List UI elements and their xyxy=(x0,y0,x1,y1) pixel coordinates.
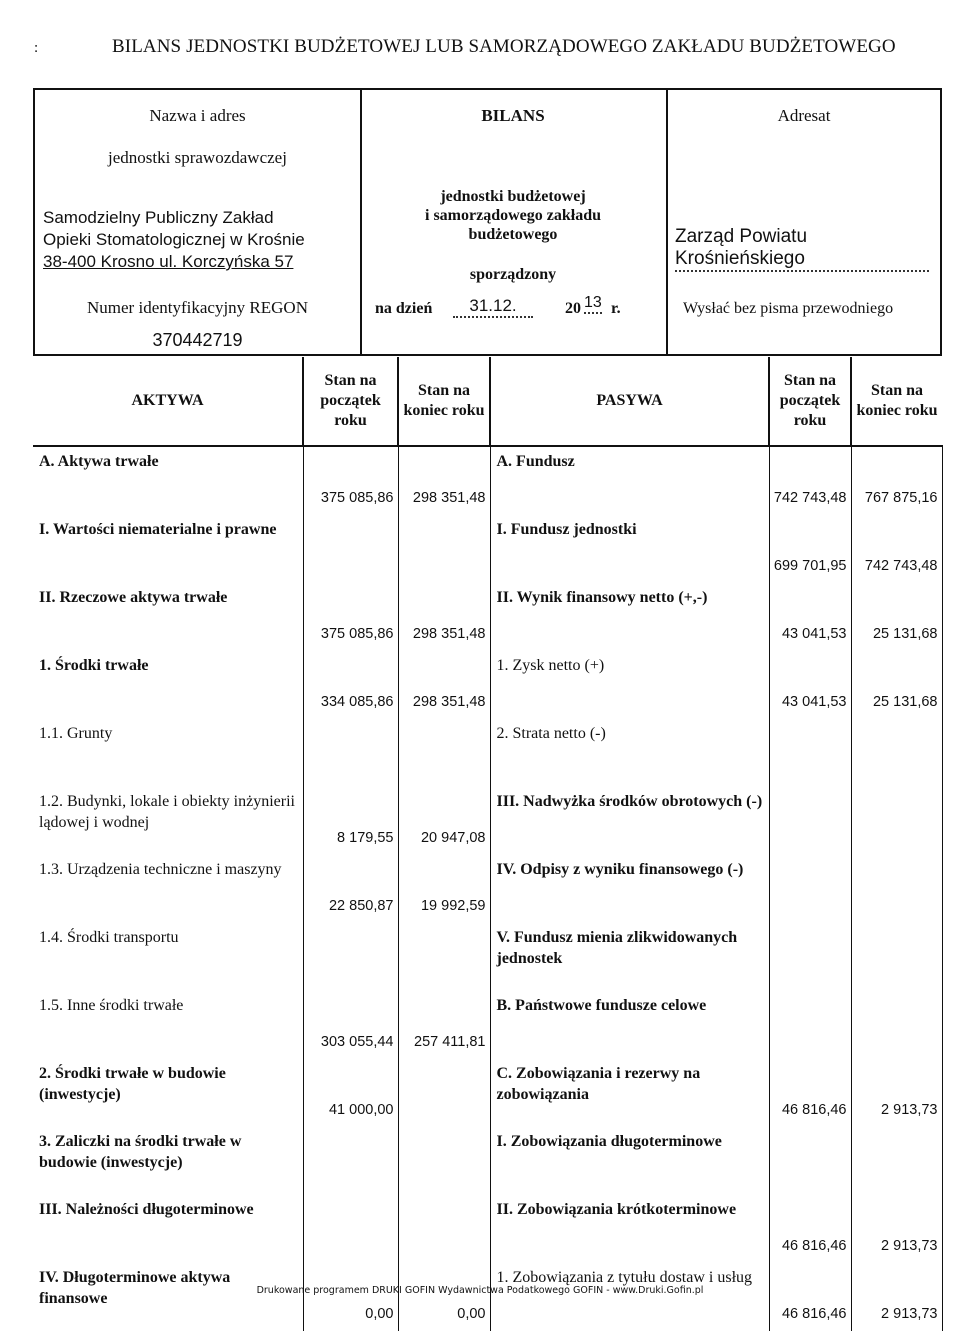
liability-end-value: 2 913,73 xyxy=(851,1263,942,1331)
table-row xyxy=(33,515,942,583)
liability-label: II. Zobowiązania krótkoterminowe xyxy=(496,1201,737,1218)
liability-label: A. Fundusz xyxy=(496,453,575,470)
table-row xyxy=(33,446,942,515)
name-address-label: Nazwa i adres xyxy=(149,106,246,125)
table-row xyxy=(33,855,942,923)
header-box xyxy=(33,88,942,356)
asset-label: II. Rzeczowe aktywa trwałe xyxy=(39,589,228,606)
liability-end-value xyxy=(851,1127,942,1195)
liability-label: IV. Odpisy z wyniku finansowego (-) xyxy=(496,861,744,878)
asset-start-value: 22 850,87 xyxy=(303,855,398,923)
table-row xyxy=(33,787,942,855)
liability-label: C. Zobowiązania i rezerwy na zobowiązania xyxy=(496,1065,701,1103)
asset-end-value: 19 992,59 xyxy=(398,855,490,923)
liability-label: 1. Zobowiązania z tytułu dostaw i usług xyxy=(496,1269,753,1286)
asset-start-value: 375 085,86 xyxy=(303,446,398,515)
table-row xyxy=(33,651,942,719)
liability-start-value xyxy=(769,1127,851,1195)
unit-type-line2: i samorządowego zakładu xyxy=(425,207,601,224)
liability-start-value xyxy=(769,991,851,1059)
liability-start-value: 46 816,46 xyxy=(769,1263,851,1331)
asset-label: 2. Środki trwałe w budowie (inwestycje) xyxy=(39,1065,226,1103)
regon-label: Numer identyfikacyjny REGON xyxy=(87,298,308,317)
table-row xyxy=(33,1195,942,1263)
bullet-mark: : xyxy=(34,40,39,56)
liability-end-value xyxy=(851,787,942,855)
liability-start-value xyxy=(769,787,851,855)
asset-start-value: 303 055,44 xyxy=(303,991,398,1059)
col-liabilities: PASYWA xyxy=(490,357,769,446)
asset-start-value xyxy=(303,923,398,991)
liability-start-value: 699 701,95 xyxy=(769,515,851,583)
liability-end-value xyxy=(851,855,942,923)
header-divider-right xyxy=(666,90,668,354)
asset-start-value xyxy=(303,515,398,583)
asset-label: 1.1. Grunty xyxy=(39,725,113,742)
date-value: 31.12. xyxy=(453,296,533,318)
balance-table xyxy=(33,357,943,1331)
asset-end-value xyxy=(398,923,490,991)
liability-end-value xyxy=(851,923,942,991)
prepared-label: sporządzony xyxy=(469,266,557,283)
asset-start-value: 8 179,55 xyxy=(303,787,398,855)
asset-start-value: 41 000,00 xyxy=(303,1059,398,1127)
date-prefix: na dzień xyxy=(375,300,433,317)
unit-name-line2: Opieki Stomatologicznej w Krośnie xyxy=(43,230,305,249)
asset-end-value: 257 411,81 xyxy=(398,991,490,1059)
liability-label: V. Fundusz mienia zlikwidowanych jednostek xyxy=(496,929,738,967)
reporting-unit-label: jednostki sprawozdawczej xyxy=(108,148,287,167)
liability-start-value xyxy=(769,719,851,787)
liability-start-value: 43 041,53 xyxy=(769,583,851,651)
asset-end-value: 298 351,48 xyxy=(398,651,490,719)
asset-end-value: 0,00 xyxy=(398,1263,490,1331)
asset-end-value: 20 947,08 xyxy=(398,787,490,855)
asset-start-value xyxy=(303,1195,398,1263)
asset-start-value: 375 085,86 xyxy=(303,583,398,651)
liability-end-value xyxy=(851,719,942,787)
year-suffix: r. xyxy=(611,300,621,317)
table-row xyxy=(33,719,942,787)
unit-type-line1: jednostki budżetowej xyxy=(440,188,586,205)
table-row xyxy=(33,1263,942,1331)
liability-end-value: 767 875,16 xyxy=(851,446,942,515)
document-title: BILANS JEDNOSTKI BUDŻETOWEJ LUB SAMORZĄDOWEGO ZAKŁADU BUDŻETOWEGO xyxy=(112,36,896,57)
col-assets-end: Stan na koniec roku xyxy=(398,357,490,446)
bilans-heading: BILANS xyxy=(481,106,545,125)
asset-label: A. Aktywa trwałe xyxy=(39,453,159,470)
liability-label: 2. Strata netto (-) xyxy=(496,725,606,742)
asset-end-value xyxy=(398,1127,490,1195)
liability-start-value xyxy=(769,923,851,991)
liability-start-value: 742 743,48 xyxy=(769,446,851,515)
asset-label: 1. Środki trwałe xyxy=(39,657,149,674)
liability-end-value: 25 131,68 xyxy=(851,651,942,719)
asset-end-value xyxy=(398,719,490,787)
col-liabilities-start: Stan na początek roku xyxy=(769,357,851,446)
liability-start-value: 46 816,46 xyxy=(769,1195,851,1263)
addressee-heading: Adresat xyxy=(777,106,831,125)
asset-label: 1.2. Budynki, lokale i obiekty inżynierii lądowej i wodnej xyxy=(39,793,295,831)
asset-label: 3. Zaliczki na środki trwałe w budowie (inwestycje) xyxy=(39,1133,242,1171)
asset-end-value xyxy=(398,1059,490,1127)
liability-label: B. Państwowe fundusze celowe xyxy=(496,997,707,1014)
asset-start-value xyxy=(303,719,398,787)
asset-label: I. Wartości niematerialne i prawne xyxy=(39,521,277,538)
addressee-line1: Zarząd Powiatu xyxy=(675,226,808,247)
year-prefix: 20 xyxy=(565,300,581,317)
table-row xyxy=(33,583,942,651)
liability-label: I. Zobowiązania długoterminowe xyxy=(496,1133,722,1150)
liability-end-value: 2 913,73 xyxy=(851,1195,942,1263)
table-row xyxy=(33,991,942,1059)
liability-start-value: 46 816,46 xyxy=(769,1059,851,1127)
table-row xyxy=(33,1059,942,1127)
liability-label: II. Wynik finansowy netto (+,-) xyxy=(496,589,708,606)
table-row xyxy=(33,1127,942,1195)
asset-label: 1.5. Inne środki trwałe xyxy=(39,997,184,1014)
asset-start-value xyxy=(303,1127,398,1195)
regon-number: 370442719 xyxy=(152,330,243,350)
liability-end-value: 25 131,68 xyxy=(851,583,942,651)
liability-end-value: 742 743,48 xyxy=(851,515,942,583)
asset-label: 1.3. Urządzenia techniczne i maszyny xyxy=(39,861,282,878)
liability-label: III. Nadwyżka środków obrotowych (-) xyxy=(496,793,763,810)
liability-start-value xyxy=(769,855,851,923)
table-row xyxy=(33,923,942,991)
addressee-line2: Krośnieńskiego xyxy=(675,248,929,272)
col-assets: AKTYWA xyxy=(33,357,303,446)
asset-start-value: 0,00 xyxy=(303,1263,398,1331)
col-assets-start: Stan na początek roku xyxy=(303,357,398,446)
liability-end-value xyxy=(851,991,942,1059)
send-note: Wysłać bez pisma przewodniego xyxy=(683,300,894,317)
asset-end-value: 298 351,48 xyxy=(398,583,490,651)
asset-end-value: 298 351,48 xyxy=(398,446,490,515)
table-header-row xyxy=(33,357,942,446)
unit-address: 38-400 Krosno ul. Korczyńska 57 xyxy=(43,252,294,271)
unit-name-line1: Samodzielny Publiczny Zakład xyxy=(43,208,274,227)
unit-type-line3: budżetowego xyxy=(468,226,558,243)
liability-label: I. Fundusz jednostki xyxy=(496,521,637,538)
asset-label: IV. Długoterminowe aktywa finansowe xyxy=(39,1269,231,1307)
col-liabilities-end: Stan na koniec roku xyxy=(851,357,942,446)
year-value: 13 xyxy=(584,294,602,314)
liability-start-value: 43 041,53 xyxy=(769,651,851,719)
asset-label: III. Należności długoterminowe xyxy=(39,1201,254,1218)
footer-note: Drukowane programem DRUKI GOFIN Wydawnictwa Podatkowego GOFIN - www.Druki.Gofin.pl xyxy=(256,1285,704,1296)
liability-label: 1. Zysk netto (+) xyxy=(496,657,605,674)
asset-label: 1.4. Środki transportu xyxy=(39,929,179,946)
liability-end-value: 2 913,73 xyxy=(851,1059,942,1127)
asset-end-value xyxy=(398,1195,490,1263)
asset-end-value xyxy=(398,515,490,583)
asset-start-value: 334 085,86 xyxy=(303,651,398,719)
